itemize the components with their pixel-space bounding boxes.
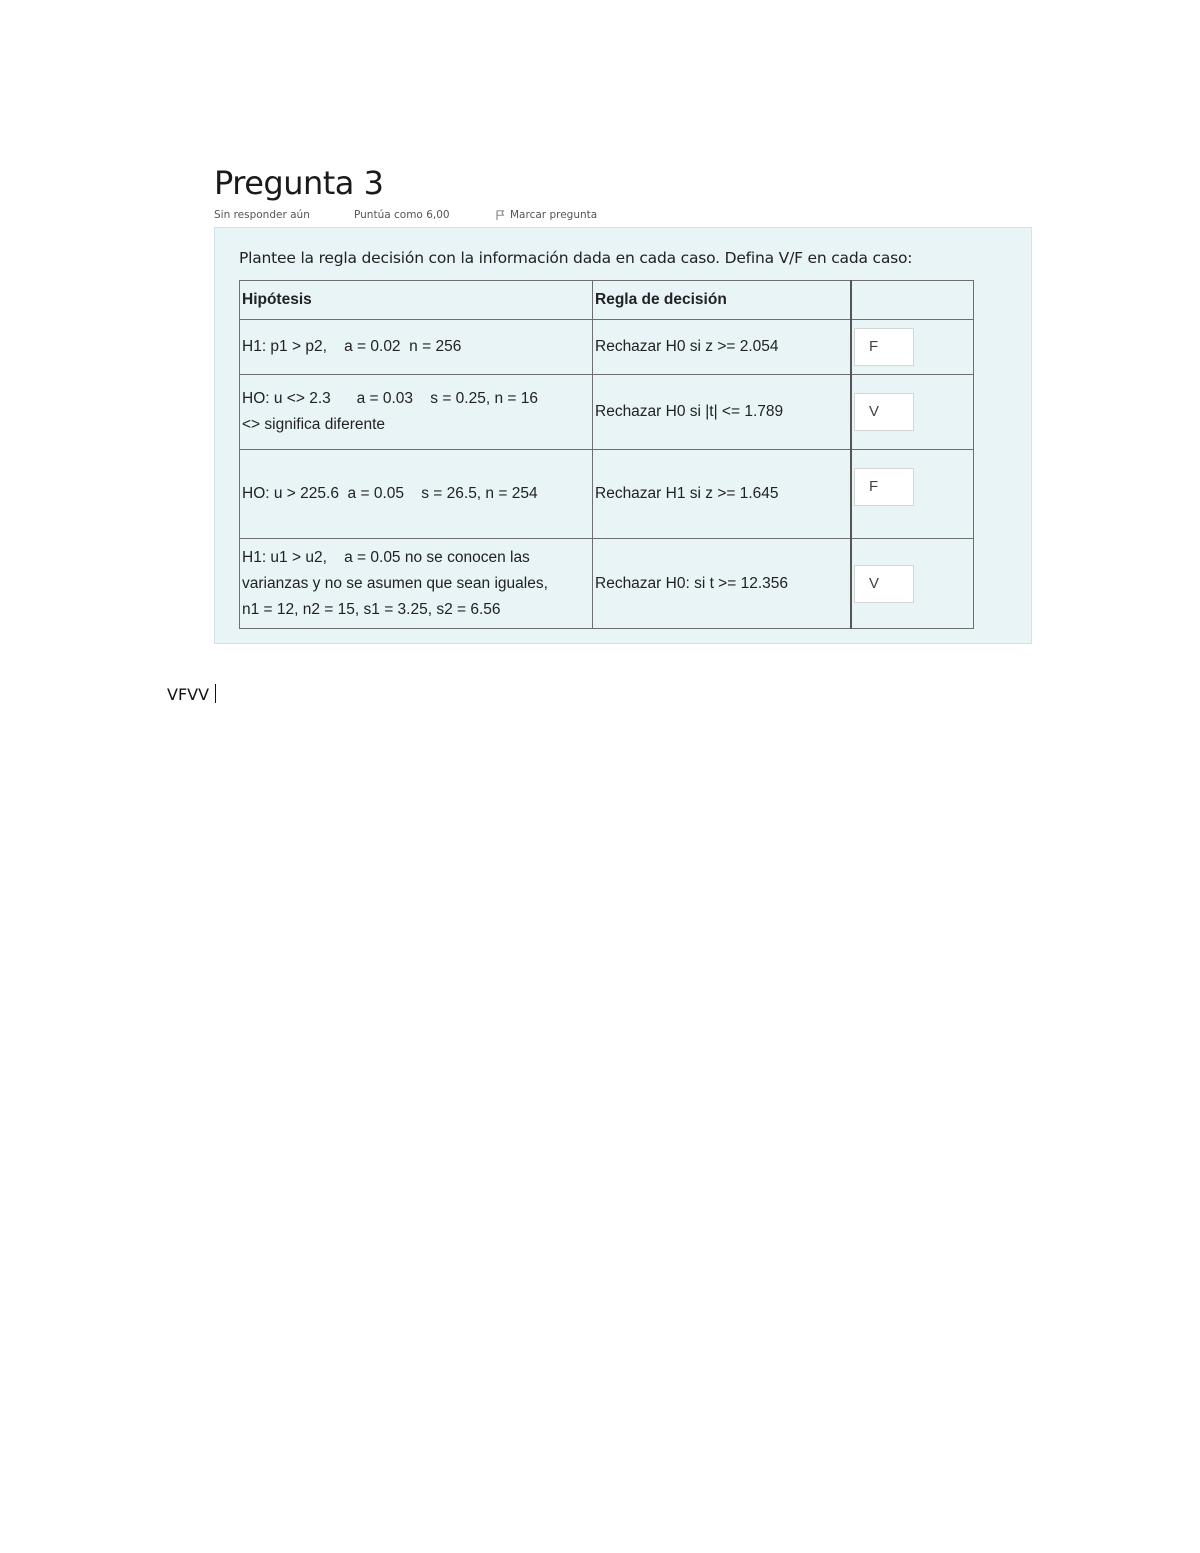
hypothesis-cell [240,320,593,375]
answer-cell [851,539,974,629]
table-header-row [240,281,974,320]
hypothesis-text: HO: u <> 2.3 a = 0.03 s = 0.25, n = 16 <> significa diferente [242,390,538,433]
question-title: Pregunta 3 [214,164,384,202]
decision-rules-table [239,280,974,629]
answer-cell [851,450,974,539]
flag-question-link[interactable] [496,206,597,224]
answer-cell [851,320,974,375]
hypothesis-text: H1: u1 > u2, a = 0.05 no se conocen las varianzas y no se asumen que sean iguales, n1 = 12, n2 = 15, s1 = 3.25, s2 = 6.56 [242,548,548,618]
answer-text: VFVV [167,685,210,704]
question-status: Sin responder aún [214,209,310,221]
question-content-box [214,227,1032,644]
hypothesis-cell [240,450,593,539]
decision-rule-cell: Rechazar H0 si z >= 2.054 [593,320,852,375]
hypothesis-text: H1: p1 > p2, a = 0.02 n = 256 [242,338,462,355]
decision-rule-cell: Rechazar H1 si z >= 1.645 [593,450,852,539]
answer-input[interactable]: V [854,565,914,603]
decision-rule-cell: Rechazar H0: si t >= 12.356 [593,539,852,629]
header-decision-rule: Regla de decisión [593,281,852,320]
document-text-line[interactable] [167,684,216,706]
table-row [240,320,974,375]
hypothesis-cell [240,539,593,629]
flag-question-label: Marcar pregunta [510,209,598,221]
question-points: Puntúa como 6,00 [354,209,450,221]
hypothesis-cell [240,375,593,450]
table-row [240,450,974,539]
question-screenshot [214,160,1034,644]
answer-input[interactable]: F [854,468,914,506]
answer-input[interactable]: V [854,393,914,431]
question-prompt: Plantee la regla decisión con la información dada en cada caso. Defina V/F en cada caso: [239,249,913,267]
question-meta [214,206,1034,224]
header-hypothesis: Hipótesis [240,281,593,320]
decision-rule-cell: Rechazar H0 si |t| <= 1.789 [593,375,852,450]
table-row [240,539,974,629]
hypothesis-text: HO: u > 225.6 a = 0.05 s = 26.5, n = 254 [242,485,538,502]
table-row [240,375,974,450]
header-answer [851,281,974,320]
flag-icon [496,210,505,220]
text-cursor [215,684,216,703]
answer-cell [851,375,974,450]
answer-input[interactable]: F [854,328,914,366]
